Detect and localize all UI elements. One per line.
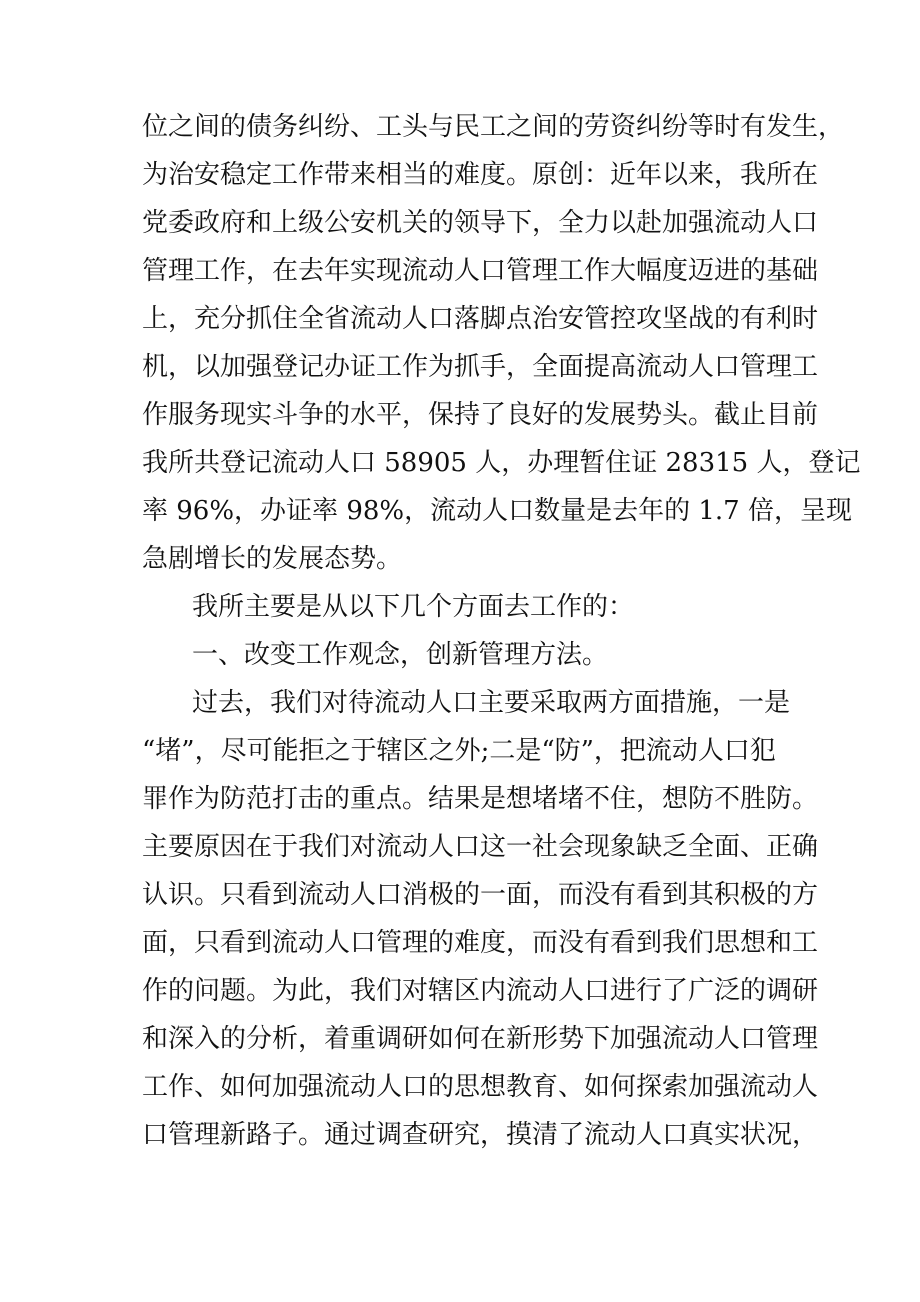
text-line: 面，只看到流动人口管理的难度，而没有看到我们思想和工 — [142, 928, 819, 958]
text-line: 我所共登记流动人口 58905 人，办理暂住证 28315 人，登记 — [142, 448, 861, 478]
text-line: 管理工作，在去年实现流动人口管理工作大幅度迈进的基础 — [142, 256, 819, 286]
text-line: 认识。只看到流动人口消极的一面，而没有看到其积极的方 — [142, 880, 819, 910]
text-line: “堵”，尽可能拒之于辖区之外;二是“防”，把流动人口犯 — [142, 736, 776, 766]
text-line: 工作、如何加强流动人口的思想教育、如何探索加强流动人 — [142, 1072, 819, 1102]
text-line: 为治安稳定工作带来相当的难度。原创：近年以来，我所在 — [142, 160, 819, 190]
text-line: 主要原因在于我们对流动人口这一社会现象缺乏全面、正确 — [142, 832, 819, 862]
text-line: 口管理新路子。通过调查研究，摸清了流动人口真实状况， — [142, 1120, 819, 1150]
section-heading: 一、改变工作观念，创新管理方法。 — [192, 640, 609, 670]
text-line: 过去，我们对待流动人口主要采取两方面措施，一是 — [192, 688, 791, 718]
text-line: 机，以加强登记办证工作为抓手，全面提高流动人口管理工 — [142, 352, 819, 382]
text-line: 作的问题。为此，我们对辖区内流动人口进行了广泛的调研 — [142, 976, 819, 1006]
text-line: 党委政府和上级公安机关的领导下，全力以赴加强流动人口 — [142, 208, 819, 238]
text-line: 率 96%，办证率 98%，流动人口数量是去年的 1.7 倍，呈现 — [142, 496, 852, 526]
text-line: 上，充分抓住全省流动人口落脚点治安管控攻坚战的有利时 — [142, 304, 819, 334]
body-text — [142, 103, 861, 1159]
text-line: 作服务现实斗争的水平，保持了良好的发展势头。截止目前 — [142, 400, 819, 430]
text-line: 罪作为防范打击的重点。结果是想堵堵不住，想防不胜防。 — [142, 784, 819, 814]
text-line: 位之间的债务纠纷、工头与民工之间的劳资纠纷等时有发生， — [142, 112, 845, 142]
text-line: 和深入的分析，着重调研如何在新形势下加强流动人口管理 — [142, 1024, 819, 1054]
text-line: 我所主要是从以下几个方面去工作的： — [192, 592, 635, 622]
text-line: 急剧增长的发展态势。 — [142, 544, 403, 574]
